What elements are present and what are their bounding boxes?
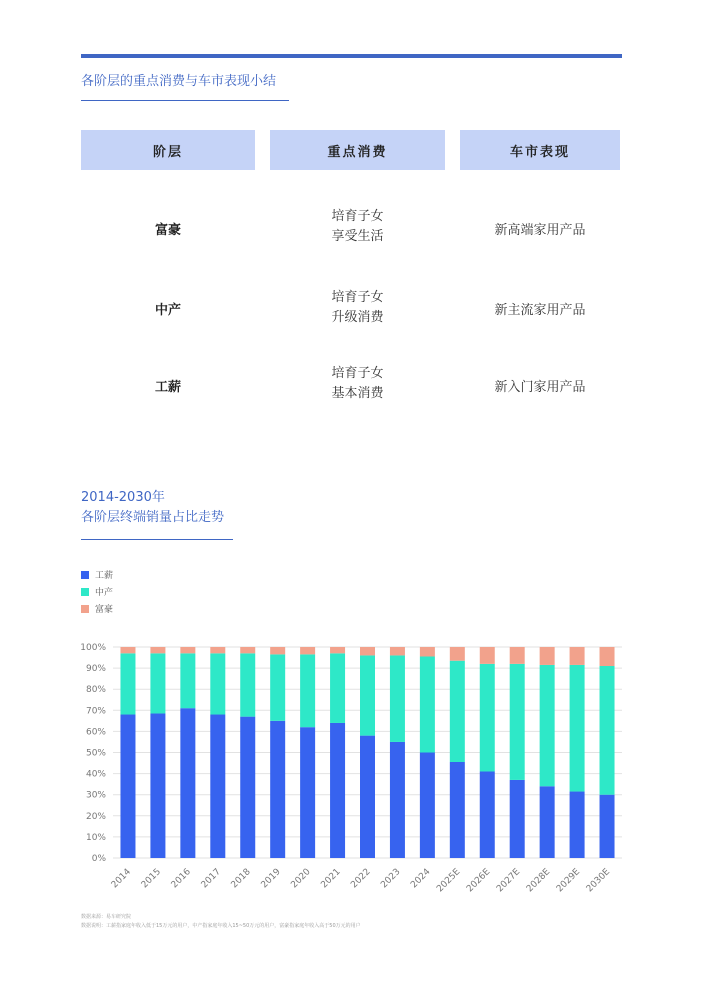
- header-focus: 重点消费: [270, 130, 445, 170]
- legend-label: 工薪: [95, 571, 114, 581]
- bar-segment: [210, 653, 225, 714]
- bar-segment: [330, 653, 345, 723]
- legend-label: 中产: [95, 588, 114, 598]
- bar-segment: [570, 665, 585, 792]
- x-tick-label: 2022: [349, 867, 373, 891]
- footnote-source: 数据来源：易车研究院: [81, 914, 132, 920]
- chart-title-line1: 2014-2030年: [81, 490, 165, 505]
- header-market: 车市表现: [460, 130, 620, 170]
- y-tick-label: 90%: [85, 664, 106, 675]
- bar-segment: [390, 655, 405, 742]
- bar-segment: [390, 647, 405, 655]
- focus-line: 基本消费: [331, 386, 384, 401]
- header-class: 阶层: [81, 130, 255, 170]
- x-tick-label: 2028E: [524, 867, 553, 895]
- summary-title: 各阶层的重点消费与车市表现小结: [81, 74, 277, 89]
- x-tick-label: 2026E: [465, 867, 493, 895]
- bar-segment: [360, 655, 375, 735]
- y-tick-label: 70%: [85, 706, 106, 717]
- bar-segment: [450, 647, 465, 661]
- row-class-zhongchan: 中产: [154, 303, 181, 318]
- row-market-gongxin: 新入门家用产品: [494, 380, 586, 395]
- bar-segment: [180, 647, 195, 653]
- legend-label: 富豪: [95, 605, 114, 615]
- x-tick-label: 2027E: [495, 867, 523, 895]
- bar-segment: [270, 654, 285, 720]
- x-tick-label: 2016: [169, 867, 193, 891]
- bar-segment: [510, 780, 525, 858]
- bar-segment: [600, 795, 615, 858]
- bar-segment: [330, 647, 345, 653]
- bar-segment: [420, 656, 435, 752]
- bar-segment: [540, 665, 555, 786]
- x-tick-label: 2023: [379, 867, 403, 891]
- bar-segment: [570, 647, 585, 665]
- bar-segment: [120, 647, 135, 653]
- x-tick-label: 2017: [199, 867, 223, 891]
- focus-line: 升级消费: [331, 310, 384, 325]
- footnote-definition: 数据说明：工薪指家庭年收入低于15万元的用户，中产指家庭年收入15~50万元的用户，富豪指家庭年收入高于50万元的用户: [81, 923, 361, 929]
- bar-segment: [450, 762, 465, 858]
- bar-segment: [390, 742, 405, 858]
- bar-segment: [330, 723, 345, 858]
- bar-segment: [210, 715, 225, 858]
- x-tick-label: 2024: [409, 867, 433, 891]
- x-tick-label: 2030E: [584, 867, 613, 895]
- bar-segment: [150, 647, 165, 653]
- x-tick-label: 2014: [109, 867, 134, 891]
- bar-segment: [540, 786, 555, 858]
- bar-segment: [270, 721, 285, 858]
- bar-segment: [240, 717, 255, 858]
- y-tick-label: 20%: [85, 811, 106, 822]
- bar-segment: [510, 647, 525, 664]
- y-tick-label: 10%: [85, 832, 106, 843]
- row-market-zhongchan: 新主流家用产品: [494, 303, 586, 318]
- bar-segment: [600, 647, 615, 666]
- y-tick-label: 30%: [85, 790, 106, 801]
- bar-segment: [180, 653, 195, 708]
- x-tick-label: 2018: [229, 867, 253, 891]
- bar-segment: [480, 771, 495, 858]
- focus-line: 培育子女: [331, 209, 384, 224]
- x-tick-label: 2015: [139, 867, 164, 891]
- bar-segment: [420, 647, 435, 656]
- x-tick-label: 2020: [289, 867, 313, 891]
- focus-line: 享受生活: [331, 229, 384, 244]
- bar-segment: [210, 647, 225, 653]
- bar-segment: [120, 715, 135, 858]
- bar-segment: [420, 753, 435, 859]
- x-tick-label: 2029E: [554, 867, 583, 895]
- bar-segment: [600, 666, 615, 795]
- focus-line: 培育子女: [331, 366, 384, 381]
- x-tick-label: 2021: [319, 867, 343, 891]
- y-tick-label: 100%: [80, 643, 106, 653]
- bar-segment: [150, 713, 165, 858]
- bar-segment: [300, 727, 315, 858]
- y-tick-label: 40%: [85, 769, 106, 780]
- bar-segment: [240, 647, 255, 653]
- bar-segment: [300, 654, 315, 727]
- bar-segment: [360, 736, 375, 858]
- bar-segment: [480, 664, 495, 772]
- bar-segment: [540, 647, 555, 665]
- bar-segment: [450, 661, 465, 762]
- y-tick-label: 0%: [91, 854, 106, 864]
- y-tick-label: 80%: [85, 685, 106, 696]
- row-class-fuhao: 富豪: [154, 223, 181, 238]
- y-tick-label: 60%: [85, 727, 106, 738]
- bar-segment: [360, 647, 375, 655]
- focus-line: 培育子女: [331, 290, 384, 305]
- bar-segment: [510, 664, 525, 780]
- x-tick-label: 2019: [259, 867, 283, 891]
- bar-segment: [300, 647, 315, 654]
- bar-segment: [480, 647, 495, 664]
- row-class-gongxin: 工薪: [154, 380, 181, 395]
- bar-segment: [180, 708, 195, 858]
- bar-segment: [150, 653, 165, 713]
- chart-title-line2: 各阶层终端销量占比走势: [81, 510, 225, 525]
- row-market-fuhao: 新高端家用产品: [494, 223, 586, 238]
- bar-segment: [270, 647, 285, 654]
- y-tick-label: 50%: [85, 748, 106, 759]
- bar-segment: [120, 653, 135, 714]
- bar-segment: [240, 653, 255, 716]
- bar-segment: [570, 792, 585, 858]
- x-tick-label: 2025E: [435, 867, 463, 895]
